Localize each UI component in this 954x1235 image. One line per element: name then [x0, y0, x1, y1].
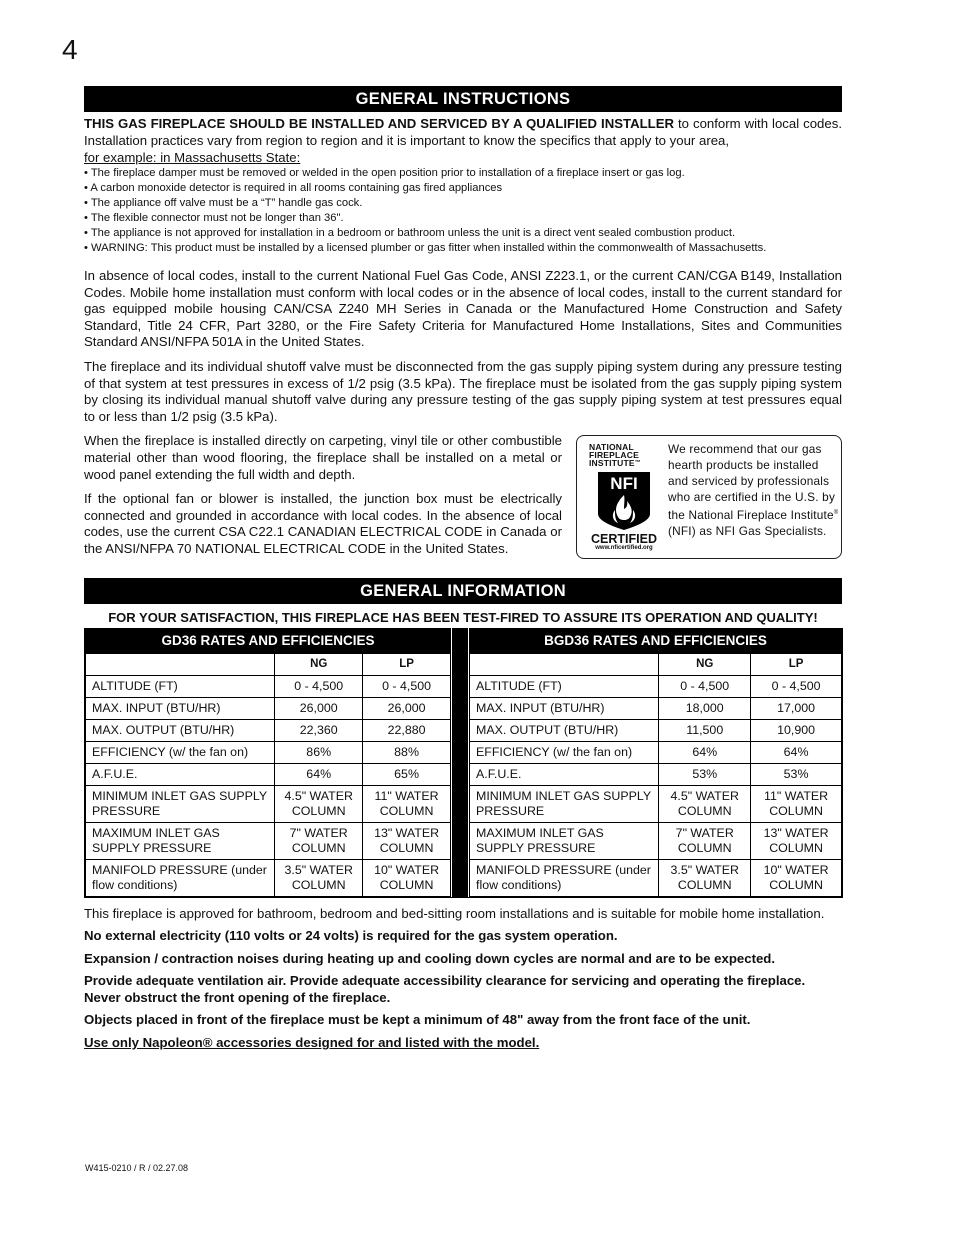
bullet-item: • The flexible connector must not be longer than 36". — [84, 211, 842, 226]
installation-notes — [84, 433, 562, 565]
no-electricity-note: No external electricity (110 volts or 24 volts) is required for the gas system operation. — [84, 928, 618, 944]
table-row: MAX. INPUT (BTU/HR) 18,000 17,000 — [470, 697, 842, 719]
nfi-flame-shield-icon — [594, 470, 654, 532]
table-row: MAXIMUM INLET GAS SUPPLY PRESSURE 7" WATER COLUMN 13" WATER COLUMN — [470, 822, 842, 859]
approved-paragraph: This fireplace is approved for bathroom, bedroom and bed-sitting room installations and is suitable for mobile home installation. — [84, 905, 825, 921]
nfi-recommendation-box — [576, 435, 842, 559]
table-row: MINIMUM INLET GAS SUPPLY PRESSURE 4.5" WATER COLUMN 11" WATER COLUMN — [86, 785, 451, 822]
page-content — [84, 86, 842, 1052]
example-label: for example: in Massachusetts State: — [84, 150, 301, 165]
carpet-paragraph: When the fireplace is installed directly on carpeting, vinyl tile or other combustible material other than wood flooring, the fireplace shall be installed on a metal or wood panel extending the full width and depth. — [84, 433, 562, 482]
column-header-ng: NG — [275, 653, 363, 675]
accessories-note: Use only Napoleon® accessories designed for and listed with the model. — [84, 1035, 540, 1051]
satisfaction-statement: FOR YOUR SATISFACTION, THIS FIREPLACE HAS BEEN TEST-FIRED TO ASSURE ITS OPERATION AND QUALITY! — [108, 609, 818, 625]
rates-tables — [84, 628, 843, 898]
nfi-logo-name: NATIONAL FIREPLACE INSTITUTE™ — [589, 442, 641, 469]
general-instructions-heading: GENERAL INSTRUCTIONS — [84, 86, 842, 112]
shutoff-paragraph: The fireplace and its individual shutoff valve must be disconnected from the gas supply piping system during any pressure testing of that system at test pressures in excess of 1/2 psig (3.5 kPa). The fireplace must be isolated from the gas supply piping system by closing its individual manual shutoff valve during any pressure testing of the gas supply piping system at test pressures equal to or less than 1/2 psig (3.5 kPa). — [84, 358, 842, 424]
table-row: EFFICIENCY (w/ the fan on) 64% 64% — [470, 741, 842, 763]
table-row: ALTITUDE (FT) 0 - 4,500 0 - 4,500 — [86, 675, 451, 697]
table-corner-cell — [470, 653, 659, 675]
intro-bold-text: THIS GAS FIREPLACE SHOULD BE INSTALLED AND SERVICED BY A QUALIFIED INSTALLER — [84, 116, 675, 131]
table-row: MINIMUM INLET GAS SUPPLY PRESSURE 4.5" WATER COLUMN 11" WATER COLUMN — [470, 785, 842, 822]
nfi-logo — [589, 443, 659, 553]
intro-text: to conform with local codes. Installation practices vary from region to region and it is important to know the specifics that apply to your area, — [84, 116, 842, 148]
nfi-url: www.nficertified.org — [595, 545, 653, 552]
installation-notes-row — [84, 433, 842, 565]
table-divider — [452, 628, 468, 897]
bullet-item: • The fireplace damper must be removed or welded in the open position prior to installation of a fireplace insert or gas log. — [84, 166, 842, 181]
ventilation-note: Provide adequate ventilation air. Provide adequate accessibility clearance for servicing and operating the fireplace. Never obstruct the front opening of the fireplace. — [84, 973, 806, 1005]
table-row: A.F.U.E. 53% 53% — [470, 763, 842, 785]
bullet-item: • A carbon monoxide detector is required in all rooms containing gas fired appliances — [84, 181, 842, 196]
table-row: MANIFOLD PRESSURE (under flow conditions) 3.5" WATER COLUMN 10" WATER COLUMN — [86, 859, 451, 896]
document-code: W415-0210 / R / 02.27.08 — [85, 1163, 189, 1173]
expansion-note: Expansion / contraction noises during heating up and cooling down cycles are normal and are to be expected. — [84, 950, 776, 966]
column-header-lp: LP — [751, 653, 842, 675]
table-row: MAX. OUTPUT (BTU/HR) 22,360 22,880 — [86, 719, 451, 741]
table-title: GD36 RATES AND EFFICIENCIES — [86, 628, 451, 653]
clearance-note: Objects placed in front of the fireplace must be kept a minimum of 48" away from the front face of the unit. — [84, 1012, 751, 1028]
bullet-item: • The appliance off valve must be a “T” handle gas cock. — [84, 196, 842, 211]
bgd36-rates-table — [469, 628, 842, 897]
page-number: 4 — [62, 34, 78, 65]
massachusetts-bullets — [84, 166, 842, 256]
table-row: MAXIMUM INLET GAS SUPPLY PRESSURE 7" WATER COLUMN 13" WATER COLUMN — [86, 822, 451, 859]
bullet-item: • The appliance is not approved for installation in a bedroom or bathroom unless the unit is a direct vent sealed combustion product. — [84, 226, 842, 241]
nfi-recommendation-text: We recommend that our gas hearth products be installed and serviced by professionals who are certified in the U.S. by the National Fireplace Institute® (NFI) as NFI Gas Specialists. — [668, 442, 839, 539]
gd36-rates-table — [85, 628, 451, 897]
bullet-item: • WARNING: This product must be installed by a licensed plumber or gas fitter when installed within the commonwealth of Massachusetts. — [84, 241, 842, 256]
table-title: BGD36 RATES AND EFFICIENCIES — [470, 628, 842, 653]
column-header-ng: NG — [659, 653, 751, 675]
codes-paragraph: In absence of local codes, install to the current National Fuel Gas Code, ANSI Z223.1, or the current CAN/CGA B149, Installation Codes. Mobile home installation must conform with local codes or in the absence of local codes, install to the current standard for gas equipped mobile housing CAN/CSA Z240 MH Series in Canada or the Manufactured Home Construction and Safety Standard, Title 24 CFR, Part 3280, or the Fire Safety Criteria for Manufactured Home Installations, Sites and Communities Standard ANSI/NFPA 501A in the United States. — [84, 268, 842, 350]
table-row: MAX. INPUT (BTU/HR) 26,000 26,000 — [86, 697, 451, 719]
table-corner-cell — [86, 653, 275, 675]
table-row: A.F.U.E. 64% 65% — [86, 763, 451, 785]
table-row: EFFICIENCY (w/ the fan on) 86% 88% — [86, 741, 451, 763]
svg-text:NFI: NFI — [610, 474, 638, 494]
blower-paragraph: If the optional fan or blower is installed, the junction box must be electrically connected and grounded in accordance with local codes. In the absence of local codes, use the current CSA C22.1 CANADIAN ELECTRICAL CODE in Canada or the ANSI/NFPA 70 NATIONAL ELECTRICAL CODE in the United States. — [84, 491, 562, 556]
intro-paragraph — [84, 115, 842, 166]
table-row: ALTITUDE (FT) 0 - 4,500 0 - 4,500 — [470, 675, 842, 697]
table-row: MAX. OUTPUT (BTU/HR) 11,500 10,900 — [470, 719, 842, 741]
column-header-lp: LP — [363, 653, 451, 675]
nfi-certified-label: CERTIFIED — [591, 532, 657, 547]
table-row: MANIFOLD PRESSURE (under flow conditions) 3.5" WATER COLUMN 10" WATER COLUMN — [470, 859, 842, 896]
general-information-heading: GENERAL INFORMATION — [84, 578, 842, 604]
general-information-notes — [84, 906, 842, 1052]
